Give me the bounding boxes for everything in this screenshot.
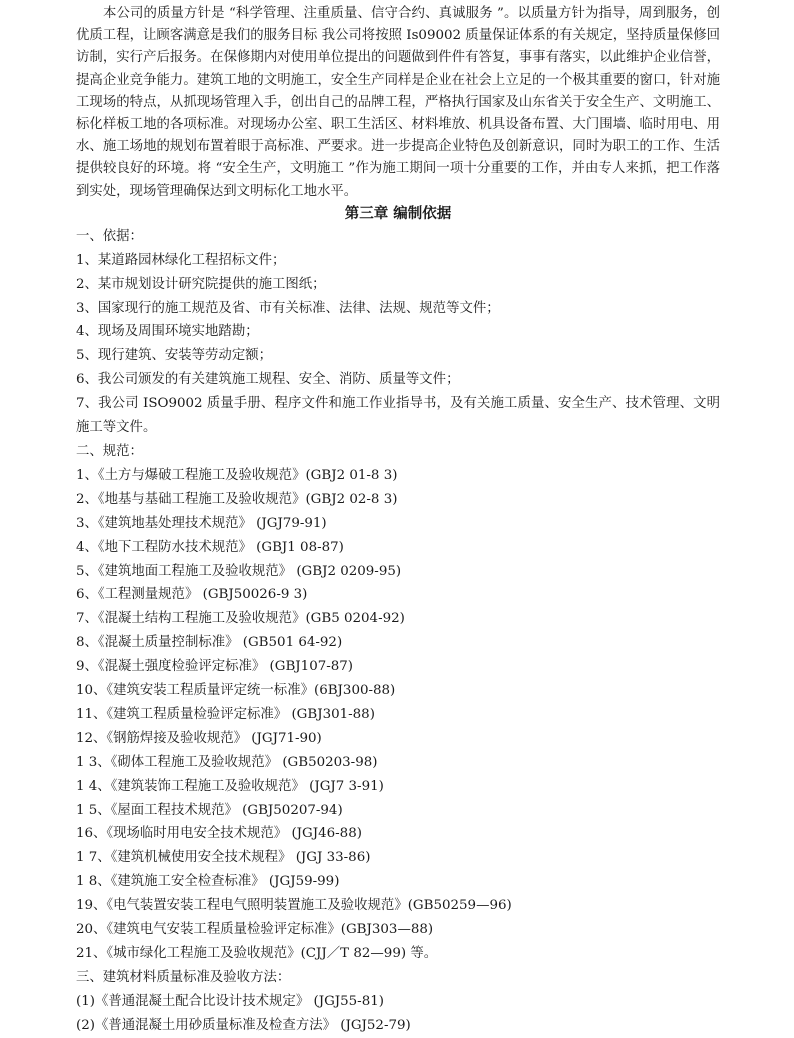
section-basis	[76, 225, 720, 440]
list-item: 2、某市规划设计研究院提供的施工图纸；	[76, 276, 326, 292]
list-item: 6、我公司颁发的有关建筑施工规程、安全、消防、质量等文件；	[76, 372, 460, 388]
intro-paragraph: 本公司的质量方针是 “科学管理、注重质量、信守合约、真诚服务 ”。以质量方针为指导，周到服务，创优质工程，让顾客满意是我们的服务目标 我公司将按照 Is09002 质量保证体系的有关规定，坚持质量保修回访制，实行产后报务。在保修期内对使用单位提出的问题做到件件有答复，事事有落实，以此维护企业信誉，提高企业竞争能力。建筑工地的文明施工，安全生产同样是企业在社会上立足的一个极其重要的窗口，针对施工现场的特点，从抓现场管理入手，创出自己的品牌工程，严格执行国家及山东省关于安全生产、文明施工、标化样板工地的各项标准。对现场办公室、职工生活区、材料堆放、机具设备布置、大门围墙、临时用电、用水、施工场地的规划布置着眼于高标准、严要求。进一步提高企业特色及创新意识，同时为职工的工作、生活提供较良好的环境。将 “安全生产，文明施工 ”作为施工期间一项十分重要的工作，并由专人来抓，把工作落到实处，现场管理确保达到文明标化工地水平。	[76, 6, 720, 199]
list-item: 1 7、《建筑机械使用安全技术规程》 (JGJ 33-86)	[76, 850, 371, 866]
list-item: 4、《地下工程防水技术规范》 (GBJ1 08-87)	[76, 539, 344, 555]
list-item: (2)《普通混凝土用砂质量标准及检查方法》 (JGJ52-79)	[76, 1017, 411, 1033]
list-item: 8、《混凝土质量控制标准》 (GB501 64-92)	[76, 635, 343, 651]
document-page	[76, 0, 720, 1038]
section-standards	[76, 440, 720, 966]
list-item: 16、《现场临时用电安全技术规范》 (JGJ46-88)	[76, 826, 362, 842]
list-item: 7、我公司 ISO9002 质量手册、程序文件和施工作业指导书，及有关施工质量、安全生产、技术管理、文明施工等文件。	[76, 396, 720, 436]
list-item: 11、《建筑工程质量检验评定标准》 (GBJ301-88)	[76, 706, 375, 722]
list-item: 7、《混凝土结构工程施工及验收规范》(GB5 0204-92)	[76, 611, 405, 627]
list-item: 1、《土方与爆破工程施工及验收规范》(GBJ2 01-8 3)	[76, 467, 398, 483]
list-item: 1、某道路园林绿化工程招标文件；	[76, 252, 286, 268]
section-heading: 一、依据：	[76, 228, 143, 244]
list-item: (1)《普通混凝土配合比设计技术规定》 (JGJ55-81)	[76, 993, 384, 1009]
list-item: 1 5、《屋面工程技术规范》 (GBJ50207-94)	[76, 802, 343, 818]
list-item: 4、现场及周围环境实地踏勘；	[76, 324, 259, 340]
list-item: 2、《地基与基础工程施工及验收规范》(GBJ2 02-8 3)	[76, 491, 398, 507]
list-item: 1 4、《建筑装饰工程施工及验收规范》 (JGJ7 3-91)	[76, 778, 384, 794]
list-item: 9、《混凝土强度检验评定标准》 (GBJ107-87)	[76, 659, 354, 675]
section-material-standards	[76, 966, 720, 1038]
list-item: 12、《钢筋焊接及验收规范》 (JGJ71-90)	[76, 730, 322, 746]
list-item: 10、《建筑安装工程质量评定统一标准》(6BJ300-88)	[76, 683, 396, 699]
list-item: 20、《建筑电气安装工程质量检验评定标准》(GBJ303—88)	[76, 922, 434, 938]
list-item: 1 3、《砌体工程施工及验收规范》 (GB50203-98)	[76, 754, 378, 770]
section-heading: 三、建筑材料质量标准及验收方法：	[76, 969, 291, 985]
chapter-title: 第三章 编制依据	[344, 205, 452, 222]
list-item: 19、《电气装置安装工程电气照明装置施工及验收规范》(GB50259—96)	[76, 898, 512, 914]
list-item: 5、现行建筑、安装等劳动定额；	[76, 348, 272, 364]
list-item: 5、《建筑地面工程施工及验收规范》 (GBJ2 0209-95)	[76, 563, 402, 579]
list-item: 6、《工程测量规范》 (GBJ50026-9 3)	[76, 587, 308, 603]
list-item: 3、国家现行的施工规范及省、市有关标准、法律、法规、规范等文件；	[76, 300, 500, 316]
list-item: 3、《建筑地基处理技术规范》 (JGJ79-91)	[76, 515, 327, 531]
section-heading: 二、规范：	[76, 443, 143, 459]
list-item: 21、《城市绿化工程施工及验收规范》(CJJ／T 82—99) 等。	[76, 946, 438, 962]
list-item: 1 8、《建筑施工安全检查标准》 (JGJ59-99)	[76, 874, 340, 890]
